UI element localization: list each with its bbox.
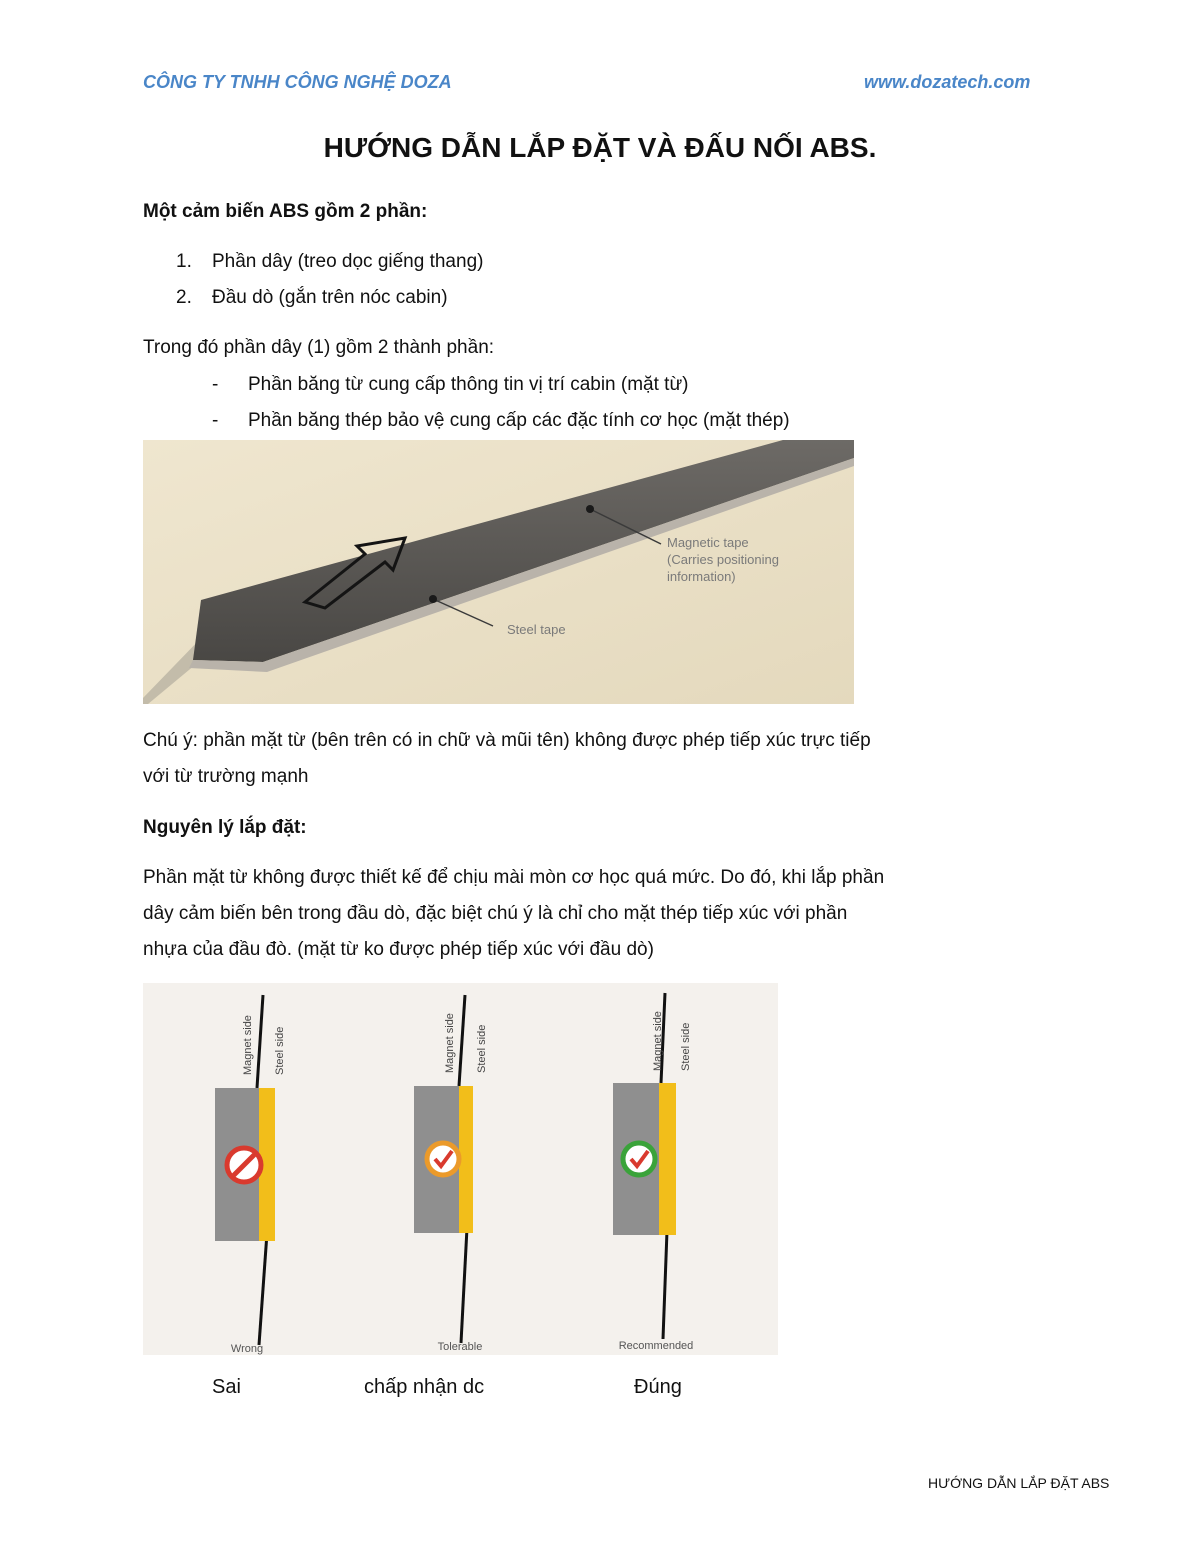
recommended-icon xyxy=(623,1143,655,1175)
list-number: 1. xyxy=(176,251,192,272)
list-item xyxy=(212,403,790,439)
tape-photo xyxy=(143,440,854,704)
install-diagram xyxy=(143,983,778,1355)
list-number: 2. xyxy=(176,287,192,308)
list-text: Phần băng từ cung cấp thông tin vị trí cabin (mặt từ) xyxy=(248,374,689,395)
steel-side-label: Steel side xyxy=(680,1022,692,1071)
magnet-side-label: Magnet side xyxy=(652,1011,664,1071)
magnet-side-label: Magnet side xyxy=(242,1015,254,1075)
company-name: CÔNG TY TNHH CÔNG NGHỆ DOZA xyxy=(143,72,452,92)
panel-label-wrong: Wrong xyxy=(230,1343,264,1355)
magnetic-tape-desc-1: (Carries positioning xyxy=(667,552,779,567)
tolerable-icon xyxy=(427,1143,459,1175)
steel-side-label: Steel side xyxy=(476,1024,488,1073)
page-title: HƯỚNG DẪN LẮP ĐẶT VÀ ĐẤU NỐI ABS. xyxy=(323,132,877,163)
list-dash: - xyxy=(212,410,219,431)
principle-line-3: nhựa của đầu đò. (mặt từ ko được phép tiếp xúc với đầu dò) xyxy=(143,939,654,960)
caption-recommended: Đúng xyxy=(634,1376,682,1398)
principle-heading: Nguyên lý lắp đặt: xyxy=(143,817,307,838)
list-text: Phần băng thép bảo vệ cung cấp các đặc tính cơ học (mặt thép) xyxy=(248,410,790,431)
tape-illustration xyxy=(143,440,854,704)
list-item xyxy=(176,280,448,316)
list-item xyxy=(212,367,689,403)
principle-line-2: dây cảm biến bên trong đầu dò, đặc biệt chú ý là chỉ cho mặt thép tiếp xúc với phần xyxy=(143,903,848,924)
panel-label-tolerable: Tolerable xyxy=(437,1341,483,1353)
list-dash: - xyxy=(212,374,219,395)
caption-wrong: Sai xyxy=(212,1376,241,1398)
page-footer: HƯỚNG DẪN LẮP ĐẶT ABS xyxy=(928,1475,1110,1491)
principle-line-1: Phần mặt từ không được thiết kế để chịu mài mòn cơ học quá mức. Do đó, khi lắp phần xyxy=(143,867,885,888)
website-link[interactable]: www.dozatech.com xyxy=(864,72,1031,92)
magnetic-tape-desc-2: information) xyxy=(667,569,736,584)
intro-text: Một cảm biến ABS gồm 2 phần: xyxy=(143,201,428,222)
subintro-text: Trong đó phần dây (1) gồm 2 thành phần: xyxy=(143,337,495,358)
note-line-1: Chú ý: phần mặt từ (bên trên có in chữ và mũi tên) không được phép tiếp xúc trực tiếp xyxy=(143,730,871,751)
list-text: Đầu dò (gắn trên nóc cabin) xyxy=(212,287,448,308)
note-line-2: với từ trường mạnh xyxy=(143,766,309,787)
list-text: Phần dây (treo dọc giếng thang) xyxy=(212,251,484,272)
steel-side-label: Steel side xyxy=(274,1026,286,1075)
list-item xyxy=(176,244,484,280)
caption-tolerable: chấp nhận dc xyxy=(364,1376,485,1398)
steel-tape-label: Steel tape xyxy=(507,622,566,637)
panel-label-recommended: Recommended xyxy=(618,1340,694,1352)
magnet-side-label: Magnet side xyxy=(444,1013,456,1073)
magnetic-tape-label: Magnetic tape xyxy=(667,535,749,550)
